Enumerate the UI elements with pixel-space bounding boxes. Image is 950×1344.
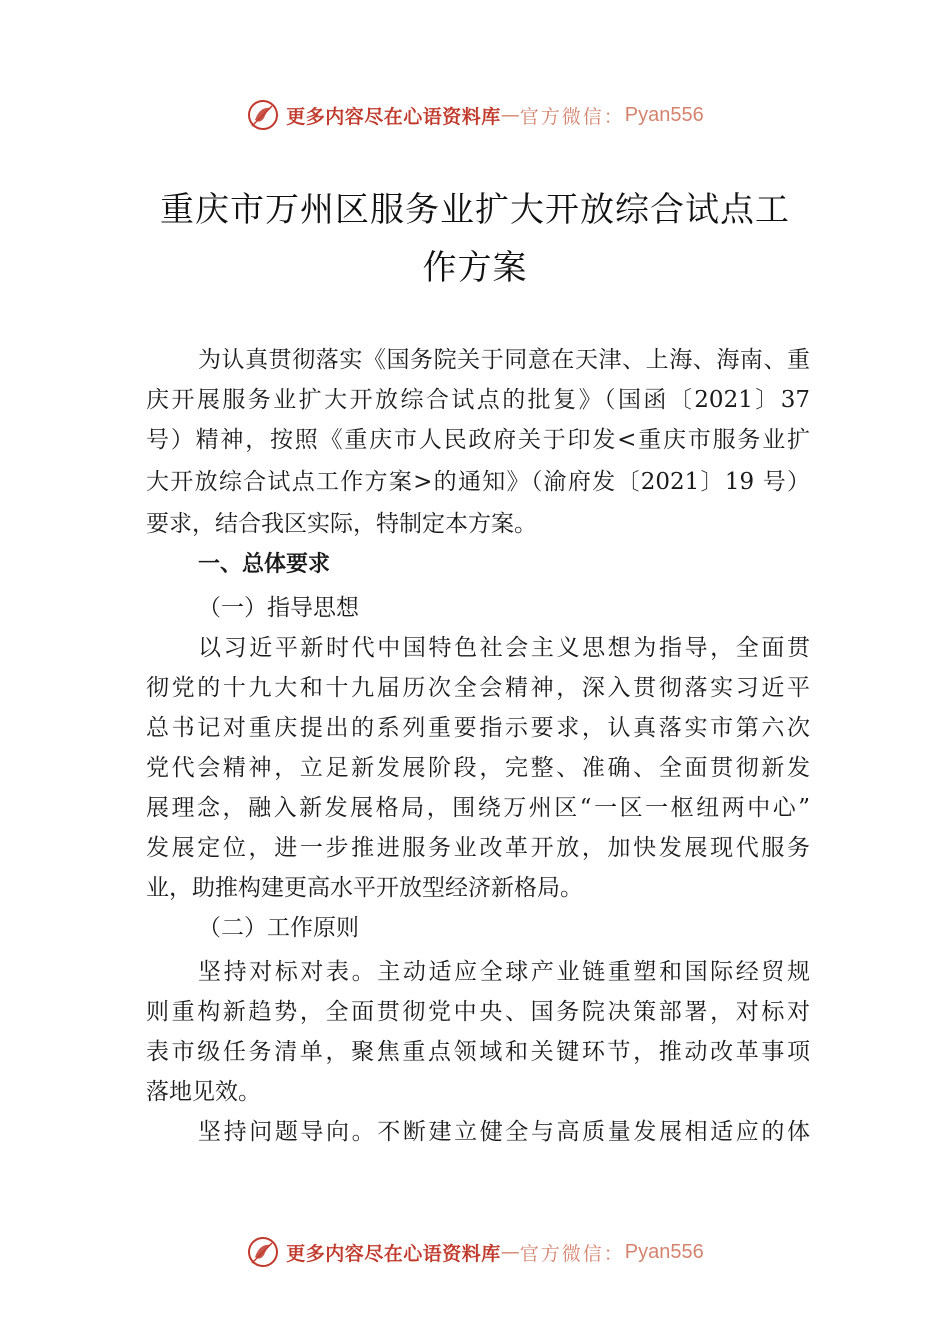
paragraph-line: 号）精神，按照《重庆市人民政府关于印发<重庆市服务业扩 <box>146 427 810 453</box>
paragraph-line: 大开放综合试点工作方案>的通知》（渝府发〔2021〕19 号） <box>146 469 810 495</box>
paragraph-line: 业，助推构建更高水平开放型经济新格局。 <box>146 875 583 901</box>
paragraph-line: 以习近平新时代中国特色社会主义思想为指导，全面贯 <box>198 635 810 661</box>
paragraph-line: 党代会精神，立足新发展阶段，完整、准确、全面贯彻新发 <box>146 755 810 781</box>
paragraph-line: 展理念，融入新发展格局，围绕万州区“一区一枢纽两中心” <box>146 795 810 821</box>
watermark-wechat-label: 官方微信： <box>519 1242 625 1265</box>
paragraph-line: 发展定位，进一步推进服务业改革开放，加快发展现代服务 <box>146 835 810 861</box>
logo-icon <box>246 1235 280 1269</box>
subsection-heading: （二）工作原则 <box>198 915 359 941</box>
watermark-text: 更多内容尽在心语资料库 <box>286 1242 501 1265</box>
paragraph-line: 落地见效。 <box>146 1079 261 1105</box>
section-heading: 一、总体要求 <box>198 552 331 577</box>
paragraph-line: 坚持对标对表。主动适应全球产业链重塑和国际经贸规 <box>198 959 810 985</box>
watermark-text: 更多内容尽在心语资料库 <box>286 105 501 128</box>
paragraph-line: 坚持问题导向。不断建立健全与高质量发展相适应的体 <box>198 1119 810 1145</box>
document-title-line-2: 作方案 <box>422 248 528 288</box>
watermark-wechat-id: Pyan556 <box>624 103 704 126</box>
document-title-line-1: 重庆市万州区服务业扩大开放综合试点工 <box>160 190 790 230</box>
paragraph-line: 则重构新趋势，全面贯彻党中央、国务院决策部署，对标对 <box>146 999 810 1025</box>
watermark-separator: — <box>500 104 520 126</box>
paragraph-line: 彻党的十九大和十九届历次全会精神，深入贯彻落实习近平 <box>146 675 810 701</box>
header-watermark <box>0 95 950 135</box>
watermark-wechat-id: Pyan556 <box>624 1240 704 1263</box>
watermark-wechat-label: 官方微信： <box>519 105 625 128</box>
paragraph-line: 要求，结合我区实际，特制定本方案。 <box>146 511 537 537</box>
paragraph-line: 总书记对重庆提出的系列重要指示要求，认真落实市第六次 <box>146 715 810 741</box>
logo-icon <box>246 98 280 132</box>
footer-watermark <box>0 1232 950 1272</box>
subsection-heading: （一）指导思想 <box>198 595 359 621</box>
paragraph-line: 表市级任务清单，聚焦重点领域和关键环节，推动改革事项 <box>146 1039 810 1065</box>
paragraph-line: 庆开展服务业扩大开放综合试点的批复》（国函〔2021〕37 <box>146 387 810 413</box>
paragraph-line: 为认真贯彻落实《国务院关于同意在天津、上海、海南、重 <box>198 347 810 373</box>
watermark-separator: — <box>500 1241 520 1263</box>
